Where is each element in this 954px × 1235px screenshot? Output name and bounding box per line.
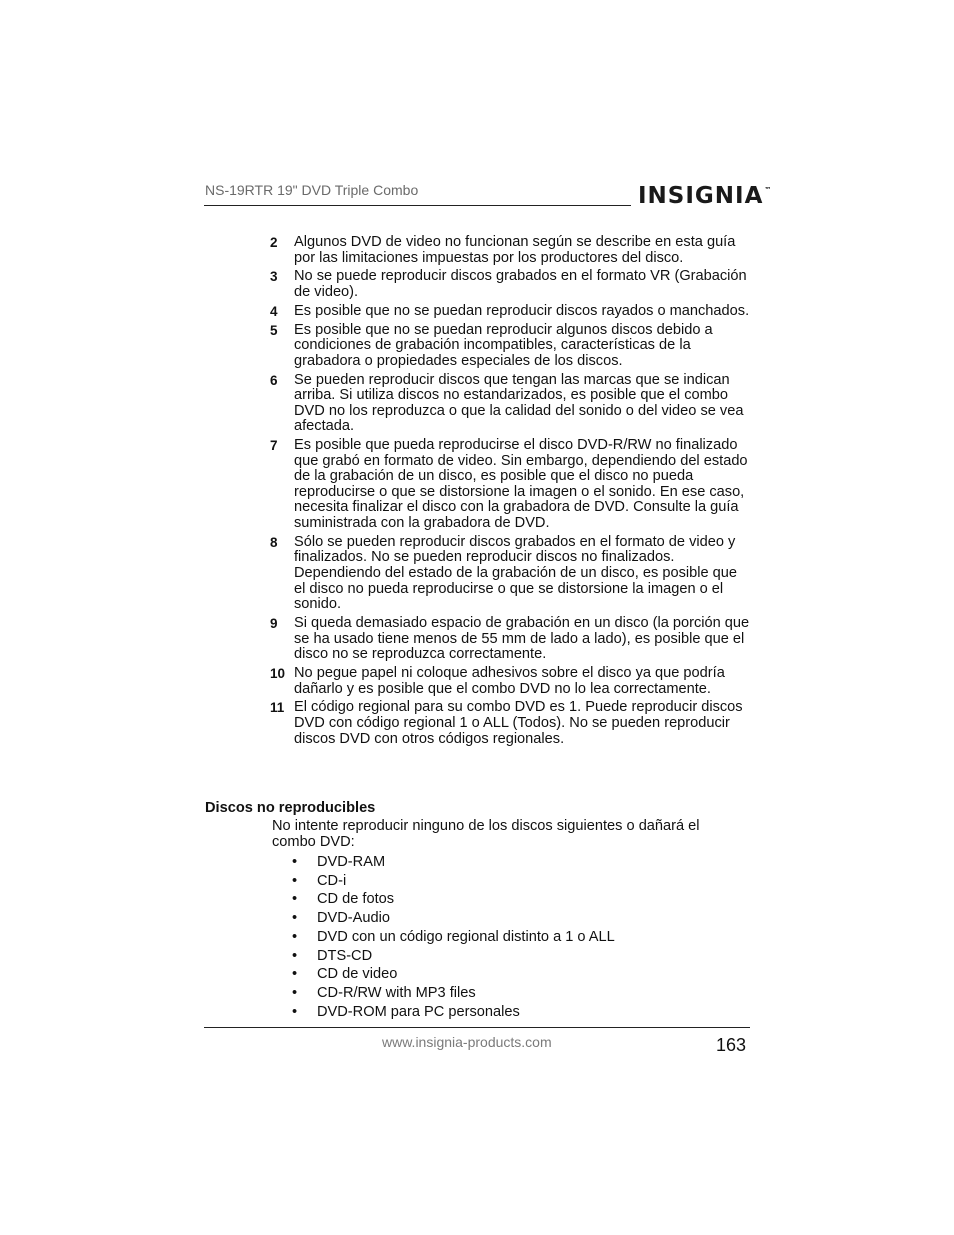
item-number: 9 [270, 615, 278, 631]
list-item [292, 853, 615, 872]
list-item [270, 304, 750, 320]
list-item [270, 666, 750, 697]
item-text: No pegue papel ni coloque adhesivos sobre el disco ya que podría dañarlo y es posible que el combo DVD no lo lea correctamente. [294, 664, 725, 697]
footer-url: www.insignia-products.com [382, 1034, 552, 1050]
item-number: 7 [270, 438, 278, 454]
list-item [292, 984, 615, 1003]
bullet-glyph: • [292, 854, 298, 870]
bullet-text: DVD-RAM [317, 854, 386, 870]
list-item [270, 235, 750, 266]
item-number: 2 [270, 235, 278, 250]
bullet-glyph: • [292, 947, 298, 964]
item-text: El código regional para su combo DVD es 1. Puede reproducir discos DVD con código regional 1 o ALL (Todos). No se pueden reproducir discos DVD con otros códigos regionales. [294, 699, 743, 747]
logo-wordmark: INSIGNIA [638, 183, 764, 209]
insignia-logo [638, 183, 771, 211]
bullet-text: CD-R/RW with MP3 files [317, 984, 476, 1001]
item-number: 8 [270, 534, 278, 550]
item-text: Es posible que no se puedan reproducir algunos discos debido a condiciones de grabación incompatibles, características de la grabadora o propiedades especiales de los discos. [294, 321, 713, 369]
trademark-symbol: ™ [764, 186, 772, 194]
bullet-text: CD-i [317, 872, 347, 889]
bullet-glyph: • [292, 984, 298, 1001]
section-intro: No intente reproducir ninguno de los discos siguientes o dañará el combo DVD: [272, 818, 700, 850]
restrictions-list [270, 235, 750, 750]
item-text: Es posible que no se puedan reproducir discos rayados o manchados. [294, 302, 750, 319]
list-item [270, 616, 750, 663]
header-divider [204, 205, 631, 206]
bullet-text: DTS-CD [317, 947, 373, 964]
bullet-text: CD de video [317, 966, 398, 983]
item-text: Sólo se pueden reproducir discos grabados en el formato de video y finalizados. No se pueden reproducir discos no finalizados. Dependiendo del estado de la grabación de un disco, es posible que el disco no pueda reproducirse o que se distorsione la imagen o el sonido. [294, 533, 738, 613]
section-heading: Discos no reproducibles [205, 800, 376, 816]
bullet-text: DVD con un código regional distinto a 1 o ALL [317, 928, 615, 945]
bullet-glyph: • [292, 872, 298, 889]
list-item [292, 872, 615, 891]
list-item [270, 323, 750, 370]
bullet-text: DVD-Audio [317, 910, 390, 927]
bullet-text: DVD-ROM para PC personales [317, 1003, 520, 1020]
item-number: 6 [270, 372, 278, 388]
bullet-glyph: • [292, 891, 298, 908]
list-item [292, 909, 615, 928]
list-item [270, 373, 750, 435]
document-title: NS-19RTR 19" DVD Triple Combo [205, 182, 419, 198]
list-item [292, 947, 615, 966]
item-text: Es posible que pueda reproducirse el disco DVD-R/RW no finalizado que grabó en formato de video. Sin embargo, dependiendo del estado de la grabación de un disco, es posible que el disco no pueda reproducirse o que se distorsione la imagen o el sonido. En ese caso, necesita finalizar el disco con la grabadora de DVD. Consulte la guía suministrada con la grabadora de DVD. [294, 437, 748, 532]
page-number: 163 [716, 1035, 747, 1055]
item-number: 5 [270, 322, 278, 338]
list-item [270, 438, 750, 532]
bullet-glyph: • [292, 910, 298, 927]
list-item [292, 1003, 615, 1022]
item-number: 11 [270, 700, 285, 716]
item-number: 3 [270, 269, 278, 285]
bullet-glyph: • [292, 1003, 298, 1020]
bullet-text: CD de fotos [317, 891, 395, 908]
item-text: Algunos DVD de video no funcionan según se describe en esta guía por las limitaciones impuestas por los productores del disco. [294, 234, 736, 266]
item-text: Se pueden reproducir discos que tengan las marcas que se indican arriba. Si utiliza discos no estandarizados, es posible que el combo DVD no los reproduzca o que la calidad del sonido o del video se vea afectada. [294, 371, 744, 435]
list-item [292, 965, 615, 984]
unplayable-discs-list [292, 853, 615, 1021]
item-text: No se puede reproducir discos grabados en el formato VR (Grabación de video). [294, 268, 747, 300]
list-item [292, 928, 615, 947]
item-number: 10 [270, 665, 286, 681]
list-item [270, 269, 750, 300]
bullet-glyph: • [292, 966, 298, 983]
list-item [270, 535, 750, 613]
item-number: 4 [270, 303, 278, 319]
list-item [292, 890, 615, 909]
item-text: Si queda demasiado espacio de grabación en un disco (la porción que se ha usado tiene menos de 55 mm de lado a lado), es posible que el disco no se reproduzca correctamente. [294, 614, 750, 663]
list-item [270, 700, 750, 747]
bullet-glyph: • [292, 928, 298, 945]
footer-divider [204, 1027, 750, 1028]
